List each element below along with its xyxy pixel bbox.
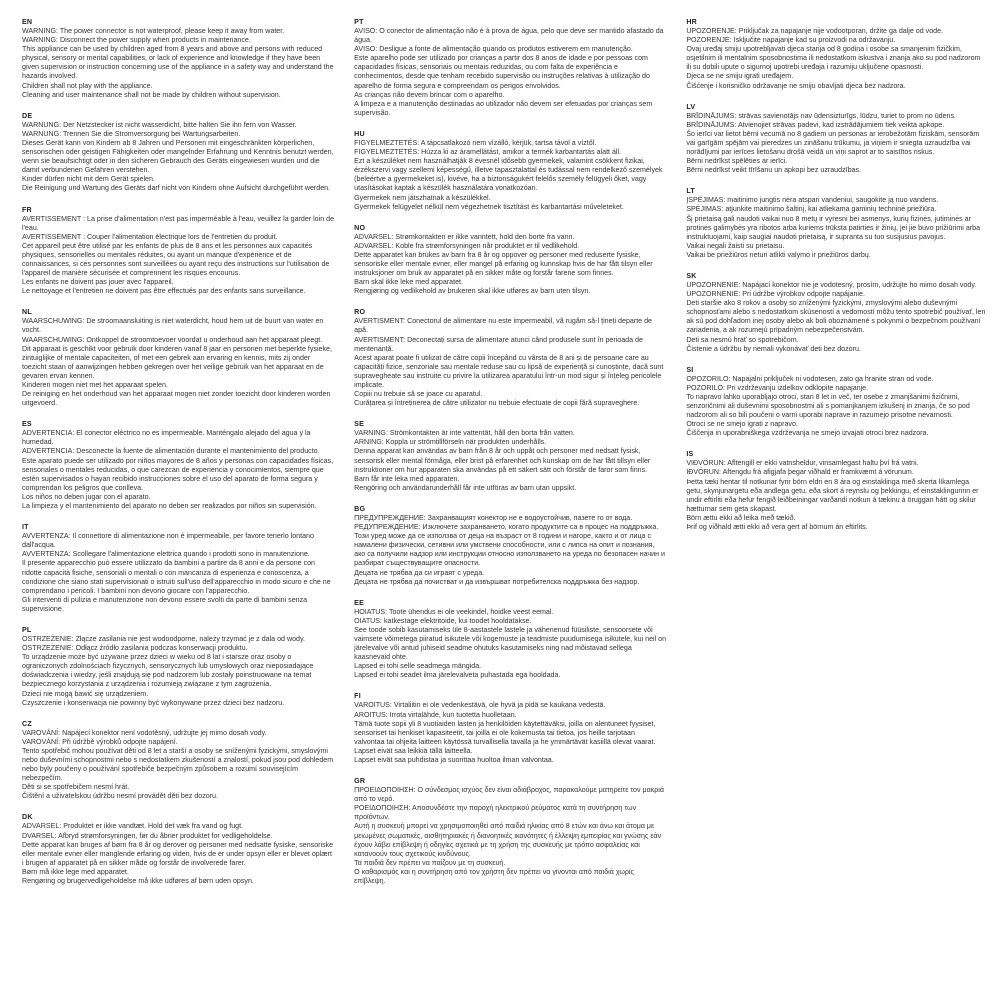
warning-text: Gyermekek felügyelet nélkül nem végezhetnek tisztítást és karbantartási műveleteket. bbox=[354, 202, 624, 211]
warning-text: AVERTISSEMENT : La prise d'alimentation n'est pas imperméable à l'eau, veuillez la garder loin de l'eau. bbox=[22, 214, 335, 232]
warning-text: This appliance can be used by children aged from 8 years and above and persons with reduced physical, sensory or mental capabilities, or lack of experience and knowledge if they have been given supervision or instruction concerning use of the appliance in a safety way and understand the hazards involved. bbox=[22, 45, 334, 81]
language-section-pt bbox=[354, 18, 666, 118]
warning-text: AROITUS: Irrota virtalähde, kun tuotetta huolletaan. bbox=[354, 710, 517, 719]
column-2 bbox=[354, 18, 666, 1000]
warning-text: Kinderen mogen niet met het apparaat spelen. bbox=[22, 381, 168, 389]
warning-text: Čištění a uživatelskou údržbu nesmí provádět děti bez dozoru. bbox=[22, 792, 218, 801]
warning-text: Децата не трябва да си играят с уреда. bbox=[354, 568, 485, 577]
warning-text: VAROVÁNÍ: Napájecí konektor není vodotěsný, udržujte jej mimo dosah vody. bbox=[22, 728, 267, 737]
column-3 bbox=[686, 18, 986, 1000]
warning-text: DVARSEL: Afbryd strømforsyningen, før du åbner produktet for vedligeholdelse. bbox=[22, 831, 273, 840]
warning-text: Barn får inte leka med apparaten. bbox=[354, 474, 460, 483]
warning-text: WARNING: Disconnect the power supply when products in maintenance. bbox=[22, 36, 251, 45]
warning-text: Lapset eivät saa puhdistaa ja suorittaa huoltoa ilman valvontaa. bbox=[354, 756, 554, 764]
warning-text: Þrif og viðhald ætti ekki að vera gert af börnum án eftirlits. bbox=[686, 523, 868, 532]
warning-text: Este aparato puede ser utilizado por niños mayores de 8 años y personas con capacidades físicas, sensoriales o mentales reducidas, o que carezcan de experiencia y conocimientos, siempre que estén supervisados o hayan recibido instrucciones sobre el uso del aparato de forma segura y comprendan los peligros que conlleva. bbox=[22, 456, 334, 492]
warning-text: Börn ættu ekki að leika með tækið. bbox=[686, 513, 796, 522]
language-section-en bbox=[22, 18, 334, 100]
warning-text: AVVERTENZA: Il connettore di alimentazione non è impermeabile, per favore tenerlo lontano dall'acqua. bbox=[22, 532, 314, 550]
warning-text: Gli interventi di pulizia e manutenzione non devono essere svolti da parte di bambini senza supervisione. bbox=[22, 595, 308, 613]
warning-text: Čiščenja in uporabniškega vzdrževanja ne smejo izvajati otroci brez nadzora. bbox=[686, 429, 929, 438]
warning-text: AVISO: O conector de alimentação não é à prova de água, pelo que deve ser mantido afastado da água. bbox=[354, 27, 664, 45]
warning-text: Denna apparat kan användas av barn från 8 år och uppåt och personer med nedsatt fysisk, sensorisk eller mental förmåga, eller brist på erfarenhet och kunskap om de har fått tillsyn eller instruktioner om hur apparaten ska användas på ett säkert sätt och förstår de faror som finns. bbox=[354, 447, 651, 474]
language-code: SK bbox=[686, 271, 697, 280]
warning-text: Rengöring och användarunderhåll får inte utföras av barn utan uppsikt. bbox=[354, 483, 577, 492]
language-code: RO bbox=[354, 308, 366, 317]
warning-text: OIATUS: katkestage elektritoide, kui toodet hooldatakse. bbox=[354, 616, 532, 625]
warning-text: WARNING: The power connector is not waterproof, please keep it away from water. bbox=[22, 27, 285, 35]
warning-text: Αυτή η συσκευή μπορεί να χρησιμοποιηθεί από παιδιά ηλικίας από 8 ετών και άνω και άτομα με μειωμένες σωματικές, αισθητηριακές ή διανοητικές ικανότητες ή έλλειψη εμπειρίας και γνώσης εάν έχουν λάβει επίβλεψη ή οδηγίες σχετικά με τη χρήση της συσκευής με τρόπο ασφαλείας και κατανοούν τους σχετικούς κινδύνους. bbox=[354, 822, 662, 858]
warning-text: VARNING: Strömkontakten är inte vattentät, håll den borta från vatten. bbox=[354, 429, 575, 438]
warning-text: A limpeza e a manutenção destinadas ao utilizador não devem ser efetuadas por crianças sem supervisão. bbox=[354, 99, 653, 117]
language-code: FI bbox=[354, 692, 361, 701]
language-section-no bbox=[354, 224, 666, 297]
warning-text: Децата не трябва да почистват и да извършват потребителска поддръжка без надзор. bbox=[354, 577, 640, 586]
warning-text: Czyszczenie i konserwacja nie powinny być wykonywane przez dzieci bez nadzoru. bbox=[22, 698, 285, 707]
warning-text: De reiniging en het onderhoud van het apparaat mogen niet zonder toezicht door kinderen worden uitgevoerd. bbox=[22, 390, 331, 408]
warning-text: Děti si se spotřebičem nesmí hrát. bbox=[22, 783, 130, 792]
language-code: LT bbox=[686, 187, 695, 196]
warning-text: AVVERTENZA: Scollegare l'alimentazione elettrica quando i prodotti sono in manutenzione. bbox=[22, 550, 310, 559]
warning-text: ΠΡΟΕΙΔΟΠΟΙΗΣΗ: Ο σύνδεσμος ισχύος δεν είναι αδιάβροχος, παρακαλούμε ματηρείτε τον μακριά από το νερό. bbox=[354, 786, 664, 804]
language-section-es bbox=[22, 420, 334, 511]
warning-text: Ο καθαρισμός και η συντήρηση από τον χρήστη δεν πρέπει να γίνονται από παιδιά χωρίς επίβλεψη. bbox=[354, 867, 634, 886]
language-code: DK bbox=[22, 813, 33, 822]
warning-text: Dieses Gerät kann von Kindern ab 8 Jahren und Personen mit eingeschränkten körperlichen, sensorischen oder geistigen Fähigkeiten oder mangelnder Erfahrung und Kenntnis benutzt werden, wenn sie beaufsichtigt oder in den sicheren Gebrauch des Geräts eingewiesen wurden und die damit verbundenen Gefahren verstehen. bbox=[22, 138, 334, 175]
language-code: BG bbox=[354, 504, 366, 513]
warning-text: Cleaning and user maintenance shall not be made by children without supervision. bbox=[22, 90, 281, 99]
warning-text: РЕДУПРЕЖДЕНИЕ: Изключете захранването, когато продуктите са в процес на поддръжка. bbox=[354, 523, 659, 532]
warning-text: Este aparelho pode ser utilizado por crianças a partir dos 8 anos de idade e por pessoas com capacidades físicas, sensoriais ou mentais reduzidas, ou com falta de experiência e conhecimentos, desde que tenham recebido supervisão ou instruções relativas à utilização do aparelho de forma segura e compreendam os perigos envolvidos. bbox=[354, 54, 650, 90]
warning-text: OSTRZEŻENIE: Złącze zasilania nie jest wodoodporne, należy trzymać je z dala od wody. bbox=[22, 634, 305, 643]
warning-text: Il presente apparecchio può essere utilizzato da bambini a partire da 8 anni e da persone con ridotte capacità fisiche, sensoriali o mentali o con mancanza di esperienza e conoscenza, a condizione che siano stati supervisionati o istruiti sull'uso dell'apparecchio in modo sicuro e che ne comprendano i pericoli. I bambini non devono giocare con l'apparecchio. bbox=[22, 559, 331, 595]
warning-text: FIGYELMEZTETÉS: A tápcsatlakozó nem vízálló, kérjük, tartsa távol a víztől. bbox=[354, 138, 597, 147]
warning-text: UPOZORNENIE: Pri údržbe výrobkov odpojte napájanie. bbox=[686, 290, 865, 299]
warning-text: Acest aparat poate fi utilizat de către copii începând cu vârsta de 8 ani și de persoane care au capacități fizice, senzoriale sau mentale reduse sau cu lipsă de experiență și cunoștințe, dacă sunt supravegheate sau instruite cu privire la utilizarea aparatului într-un mod sigur și înțeleg pericolele implicate. bbox=[354, 353, 664, 389]
language-code: PT bbox=[354, 18, 364, 26]
language-code: SE bbox=[354, 420, 365, 429]
warning-text: POZORILO: Pri vzdrževanju izdelkov odklopite napajanje. bbox=[686, 383, 869, 392]
warning-text: Djeca se ne smiju igrati uređajem. bbox=[686, 72, 794, 81]
language-code: EN bbox=[22, 18, 33, 26]
language-code: IS bbox=[686, 450, 694, 459]
language-code: HR bbox=[686, 18, 697, 26]
language-code: PL bbox=[22, 625, 32, 634]
language-section-lt bbox=[686, 187, 986, 260]
language-section-dk bbox=[22, 813, 334, 886]
language-section-fi bbox=[354, 692, 666, 765]
warning-text: Този уред може да се използва от деца на възраст от 8 години и нагоре, както и от лица с намалени физически, сетивни или умствени способности, или с липса на опит и познания, ако са получили надзор или инструкции относно използването на уреда по безопасен начин и разбират съществуващите опасности. bbox=[354, 532, 665, 568]
warning-text: SPĖJIMAS: atjunkite maitinimo šaltinį, kai atliekama gaminių techninė priežiūra. bbox=[686, 205, 937, 214]
warning-text: WAARSCHUWING: Ontkoppel de stroomtoevoer voordat u onderhoud aan het apparaat pleegt. bbox=[22, 335, 323, 344]
warning-text: WAARSCHUWING: De stroomaansluiting is niet waterdicht, houd hem uit de buurt van water en vocht. bbox=[22, 317, 324, 335]
warning-text: Vaikai negali žaisti su prietaisu. bbox=[686, 241, 785, 250]
language-code: CZ bbox=[22, 719, 32, 728]
warning-text: VIÐVÖRUN: Afltengill er ekki vatnsheldur, vinsamlegast haltu því frá vatni. bbox=[686, 459, 919, 468]
warning-text: UPOZORENJE: Priključak za napajanje nije vodootporan, držite ga dalje od vode. bbox=[686, 27, 944, 35]
language-section-pl bbox=[22, 626, 334, 708]
warning-text: Otroci se ne smejo igrati z napravo. bbox=[686, 420, 798, 429]
warning-text: UPOZORNENIE: Napájací konektor nie je vodotesný, prosím, udržujte ho mimo dosah vody. bbox=[686, 280, 977, 289]
warning-text: Le nettoyage et l'entretien ne doivent pas être effectués par des enfants sans surveillance. bbox=[22, 287, 306, 296]
warning-text: Þetta tæki hentar til notkunar fyrir börn eldri en 8 ára og einstaklinga með skerta líkamlega getu, skynjunargetu eða andlega getu, eða skort á reynslu og þekkingu, ef einstaklingurinn er undir eftirliti eða hefur fengið leiðbeiningar varðandi notkun á tækinu á öruggan hátt og skilur hætturnar sem geta skapast. bbox=[686, 477, 979, 513]
language-code: SI bbox=[686, 365, 694, 374]
warning-text: Čišćenje i korisničko održavanje ne smiju obavljati djeca bez nadzora. bbox=[686, 81, 906, 90]
warning-text: Die Reinigung und Wartung des Geräts darf nicht von Kindern ohne Aufsicht durchgeführt werden. bbox=[22, 184, 331, 193]
warning-text: ARNING: Koppla ur strömtillförseln när produkten underhålls. bbox=[354, 438, 547, 447]
warning-text: ПРЕДУПРЕЖДЕНИЕ: Захранващият конектор не е водоустойчив, пазете го от вода. bbox=[354, 513, 633, 522]
warning-text: Dette apparatet kan brukes av barn fra 8 år og oppover og personer med reduserte fysiske, sensoriske eller mentale evner, eller mangel på erfaring og kunnskap hvis de har fått tilsyn eller instruksjoner om bruk av apparatet på en sikker måte og forstår farene som finnes. bbox=[354, 250, 653, 278]
warning-text: Dit apparaat is geschikt voor gebruik door kinderen vanaf 8 jaar en personen met beperkte fysieke, zintuiglijke of mentale capaciteiten, of met een gebrek aan ervaring en kennis, mits zij onder toezicht staan of aanwijzingen hebben gekregen over het veilige gebruik van het apparaat en de gevaren ervan kennen. bbox=[22, 344, 332, 380]
warning-text: FIGYELMEZTETÉS: Húzza ki az áramellátást, amikor a termék karbantartás alatt áll. bbox=[354, 148, 622, 157]
warning-text: See toode sobib kasutamiseks üle 8-aastastele lastele ja vähenenud füüsiliste, sensoorsete või vaimsete võimetega piiratud isikutele või kogemuste ja teadmiste puudumisega isikutele, kui neil on järelevalve või antud juhiseid seadme ohutuks kasutamiseks ning nad mõistavad sellega kaasnevaid ohte. bbox=[354, 625, 667, 662]
warning-text: Bērni nedrīkst veikt tīrīšanu un apkopi bez uzraudzības. bbox=[686, 166, 861, 175]
language-section-gr bbox=[354, 777, 666, 886]
warning-text: Vaikai be priežiūros neturi atlikti valymo ir priežiūros darbų. bbox=[686, 250, 871, 259]
language-code: GR bbox=[354, 777, 366, 786]
warning-text: WARNUNG: Der Netzstecker ist nicht wasserdicht, bitte halten Sie ihn fern von Wasser. bbox=[22, 120, 297, 129]
warning-text: WARNUNG: Trennen Sie die Stromversorgung bei Wartungsarbeiten. bbox=[22, 129, 241, 138]
warning-text: Children shall not play with the appliance. bbox=[22, 81, 153, 90]
language-section-it bbox=[22, 523, 334, 614]
warning-text: Tämä tuote sopii yli 8 vuotiaiden lasten ja henkilöiden käytettäväksi, joilla on alentuneet fyysiset, sensoriset tai henkiset kapasiteetit, tai joilla ei ole kokemusta tai tietoa, jos heille tarjotaan valvontaa tai ohjeita laitteen käytössä turvallisella tavalla ja he ymmärtävät kasiillä olevat vaarat. bbox=[354, 719, 656, 746]
column-1 bbox=[22, 18, 334, 1000]
warning-text: Ezt a készüléket nem használhatják 8 évesnél idősebb gyermekek, valamint csökkent fizikai, érzékszervi vagy szellemi képességű, illetve tapasztalattal és tudással nem rendelkező személyek (beleértve a gyermekeket is), kivéve, ha a biztonságukért felelős személy felügyeli őket, vagy utasításokat kaptak a készülék használatára vonatkozóan. bbox=[354, 157, 663, 193]
language-section-is bbox=[686, 450, 986, 532]
language-code: LV bbox=[686, 102, 696, 111]
warning-text: To napravo lahko uporabljajo otroci, stari 8 let in več, ter osebe z zmanjšanimi fizičnimi, senzoričnimi ali duševnimi sposobnostmi ali s pomanjkanjem izkušenj in znanja, če so pod nadzorom ali so bili poučeni o varni uporabi naprave in razumejo prisotne nevarnosti. bbox=[686, 392, 970, 420]
language-section-cz bbox=[22, 720, 334, 802]
warning-text: AVERTISMENT: Conectorul de alimentare nu este impermeabil, vă rugăm să-l țineți departe de apă. bbox=[354, 317, 652, 335]
language-code: EE bbox=[354, 598, 365, 607]
language-section-hu bbox=[354, 130, 666, 212]
warning-text: Dette apparat kan bruges af børn fra 8 år og derover og personer med nedsatte fysiske, sensoriske eller mentale evner eller manglende erfaring og viden, hvis de er under opsyn eller er blevet oplært i brugen af apparatet på en sikker måde og forstår de involverede farer. bbox=[22, 840, 334, 867]
warning-text: Dzieci nie mogą bawić się urządzeniem. bbox=[22, 689, 149, 698]
language-code: IT bbox=[22, 523, 29, 532]
warning-text: OPOZORILO: Napajalni priključek ni vodotesen, zato ga hranite stran od vode. bbox=[686, 374, 934, 383]
warning-text: Barn skal ikke leke med apparatet. bbox=[354, 278, 463, 287]
warning-text: ADVERTENCIA: Desconecte la fuente de alimentación durante el mantenimiento del producto. bbox=[22, 447, 320, 456]
language-section-hr bbox=[686, 18, 986, 91]
warning-text: Curățarea și întreținerea de către utilizator nu trebuie efectuate de copii fără supraveghere. bbox=[354, 399, 640, 408]
warning-text: Bērni nedrīkst spēlēties ar ierīci. bbox=[686, 157, 788, 166]
language-code: FR bbox=[22, 205, 32, 214]
language-section-fr bbox=[22, 206, 334, 297]
language-section-nl bbox=[22, 308, 334, 408]
warning-text: Børn må ikke lege med apparatet. bbox=[22, 867, 129, 876]
language-section-ro bbox=[354, 308, 666, 408]
warning-text: AVERTISMENT: Deconectați sursa de alimentare atunci când produsele sunt în perioada de mentenanță. bbox=[354, 335, 643, 353]
warning-text: VAROITUS: Virtaliitin ei ole vedenkestävä, ole hyvä ja pidä se kaukana vedestä. bbox=[354, 701, 606, 710]
language-code: NL bbox=[22, 308, 32, 317]
warning-text: Lapsed ei tohi selle seadmega mängida. bbox=[354, 662, 482, 671]
language-code: NO bbox=[354, 223, 366, 232]
warning-text: ΡΟΕΙΔΟΠΟΙΗΣΗ: Αποσυνδέστε την παροχή ηλεκτρικού ρεύματος κατά τη συντήρηση των προϊόντων. bbox=[354, 804, 637, 822]
language-code: ES bbox=[22, 420, 32, 429]
language-section-si bbox=[686, 366, 986, 439]
warning-text: AVERTISSEMENT : Couper l'alimentation électrique lors de l'entretien du produit. bbox=[22, 232, 278, 241]
warning-text: Lapsed ei tohi seadet ilma järelevalveta puhastada ega hooldada. bbox=[354, 671, 561, 680]
warning-text: POZORENJE: Isključite napajanje kad su proizvodi na održavanju. bbox=[686, 36, 896, 45]
warning-text: ADVARSEL: Strømkontakten er ikke vanntett, hold den borte fra vann. bbox=[354, 232, 575, 241]
warning-text: Deti sa nesmú hrať so spotrebičom. bbox=[686, 335, 799, 344]
warning-text: To urządzenie może być używane przez dzieci w wieku od 8 lat i starsze oraz osoby o ograniczonych zdolnościach fizycznych, sensorycznych lub umysłowych oraz nieposiadające doświadczenia i wiedzy, jeśli znajdują się pod nadzorem lub zostały poinstruowane na temat bezpiecznego korzystania z urządzenia i rozumieją związane z tym zagrożenia. bbox=[22, 653, 314, 689]
warning-text: La limpieza y el mantenimiento del aparato no deben ser realizados por niños sin supervisión. bbox=[22, 502, 317, 511]
warning-text: IÐVÖRUN: Aftengdu frá afigjafa þegar viðhald er framkvæmt á vörunum. bbox=[686, 468, 914, 477]
warning-text: ADVARSEL: Produktet er ikke vandtæt. Hold det væk fra vand og fugt. bbox=[22, 822, 244, 831]
warning-text: Copiii nu trebuie să se joace cu aparatul. bbox=[354, 390, 483, 399]
warning-text: Gyermekek nem játszhatnak a készülékkel. bbox=[354, 193, 491, 202]
language-code: DE bbox=[22, 111, 33, 120]
language-section-bg bbox=[354, 505, 666, 587]
warning-text: Tento spotřebič mohou používat děti od 8 let a starší a osoby se sníženými fyzickými, smyslovými nebo duševními schopnostmi nebo s nedostatkem zkušeností a znalostí, pokud jsou pod dohledem nebo byly poučeny o používání spotřebiče bezpečným způsobem a rozumí souvisejícím nebezpečím. bbox=[22, 746, 334, 783]
warning-text: Čistenie a údržbu by nemali vykonávať deti bez dozoru. bbox=[686, 344, 861, 353]
warning-text: As crianças não devem brincar com o aparelho. bbox=[354, 90, 505, 99]
warning-text: Rengjøring og vedlikehold av brukeren skal ikke utføres av barn uten tilsyn. bbox=[354, 287, 591, 296]
language-code: HU bbox=[354, 129, 365, 138]
warning-text: Cet appareil peut être utilisé par les enfants de plus de 8 ans et les personnes aux capacités physiques, sensorielles ou mentales réduites, ou ayant un manque d'expérience et de connaissances, si ces personnes sont surveillées ou ayant reçu des instructions sur l'utilisation de l'appareil de manière sécurisée et comprennent les risques encourus. bbox=[22, 241, 330, 278]
warning-text: Lapset eivät saa leikkiä tällä laitteella. bbox=[354, 746, 473, 755]
warning-text: OSTRZEŻENIE: Odłącz źródło zasilania podczas konserwacji produktu. bbox=[22, 644, 248, 653]
language-section-se bbox=[354, 420, 666, 493]
warning-text: ADVARSEL: Koble fra strømforsyningen når produktet er til vedlikehold. bbox=[354, 241, 580, 250]
warning-text: ADVERTENCIA: El conector eléctrico no es impermeable. Manténgalo alejado del agua y la humedad. bbox=[22, 429, 311, 447]
language-section-lv bbox=[686, 103, 986, 176]
warning-text: Los niños no deben jugar con el aparato. bbox=[22, 492, 151, 501]
warning-text: BRĪDINĀJUMS: Atvienojiet strāvas padevi, kad izstrādājumiem tiek veikta apkope. bbox=[686, 120, 945, 129]
warning-text: Τα παιδιά δεν πρέπει να παίζουν με τη συσκευή. bbox=[354, 858, 506, 867]
language-section-de bbox=[22, 112, 334, 194]
warning-text: Les enfants ne doivent pas jouer avec l'appareil. bbox=[22, 278, 174, 287]
warning-text: HOIATUS: Toote ühendus ei ole veekindel, hoidke veest eemal. bbox=[354, 607, 554, 616]
warning-text: ĮSPĖJIMAS: maitinimo jungtis nėra atspari vandeniui, saugokite ją nuo vandens. bbox=[686, 196, 939, 205]
warning-text: Šį prietaisą gali naudoti vaikai nuo 8 metų ir vyresni bei asmenys, kurių fizinės, jutiminės ar protinės galimybės yra ribotos arba kuriems trūksta patirties ir žinių, jei jie buvo prižiūrimi arba instruktuojami, kaip saugiai naudoti prietaisą, ir supranta su tuo susijusius pavojus. bbox=[686, 214, 981, 241]
warning-text: Šo ierīci var lietot bērni vecumā no 8 gadiem un personas ar ierobežotām fiziskām, sensorām vai garīgām spējām vai pieredzes un zināšanu trūkumu, ja viņiem ir sniegta uzraudzība vai norādījumi par ierīces lietošanu drošā veidā un viņi saprot ar to saistītos riskus. bbox=[686, 129, 980, 157]
warning-text: Ovaj uređaj smiju upotrebljavati djeca starija od 8 godina i osobe sa smanjenim fizičkim, osjetilnim ili mentalnim sposobnostima ili nedostatkom iskustva i znanja ako su pod nadzorom ili su dobili upute o sigurnoj upotrebi uređaja i razumiju uključene opasnosti. bbox=[686, 45, 981, 72]
warning-text: AVISO: Desligue a fonte de alimentação quando os produtos estiverem em manutenção. bbox=[354, 45, 633, 54]
warning-text: VAROVÁNÍ: Při údržbě výrobků odpojte napájení. bbox=[22, 737, 178, 746]
language-section-ee bbox=[354, 599, 666, 681]
warning-text: Rengøring og brugervedligeholdelse må ikke udføres af børn uden opsyn. bbox=[22, 877, 254, 886]
warning-text: Deti staršie ako 8 rokov a osoby so zníženými fyzickými, zmyslovými alebo duševnými schopnosťami alebo s nedostatkom skúseností a vedomostí môžu tento spotrebič používať, len ak sú pod dohľadom inej osoby alebo ak boli oboznámené s pokynmi o bezpečnom používaní zariadenia, a ak rozumejú prípadným nebezpečenstvám. bbox=[686, 299, 986, 335]
warning-text: BRĪDINĀJUMS: strāvas savienotājs nav ūdensizturīgs, lūdzu, turiet to prom no ūdens. bbox=[686, 111, 956, 120]
language-section-sk bbox=[686, 272, 986, 354]
warning-text: Kinder dürfen nicht mit dem Gerät spielen. bbox=[22, 175, 155, 184]
